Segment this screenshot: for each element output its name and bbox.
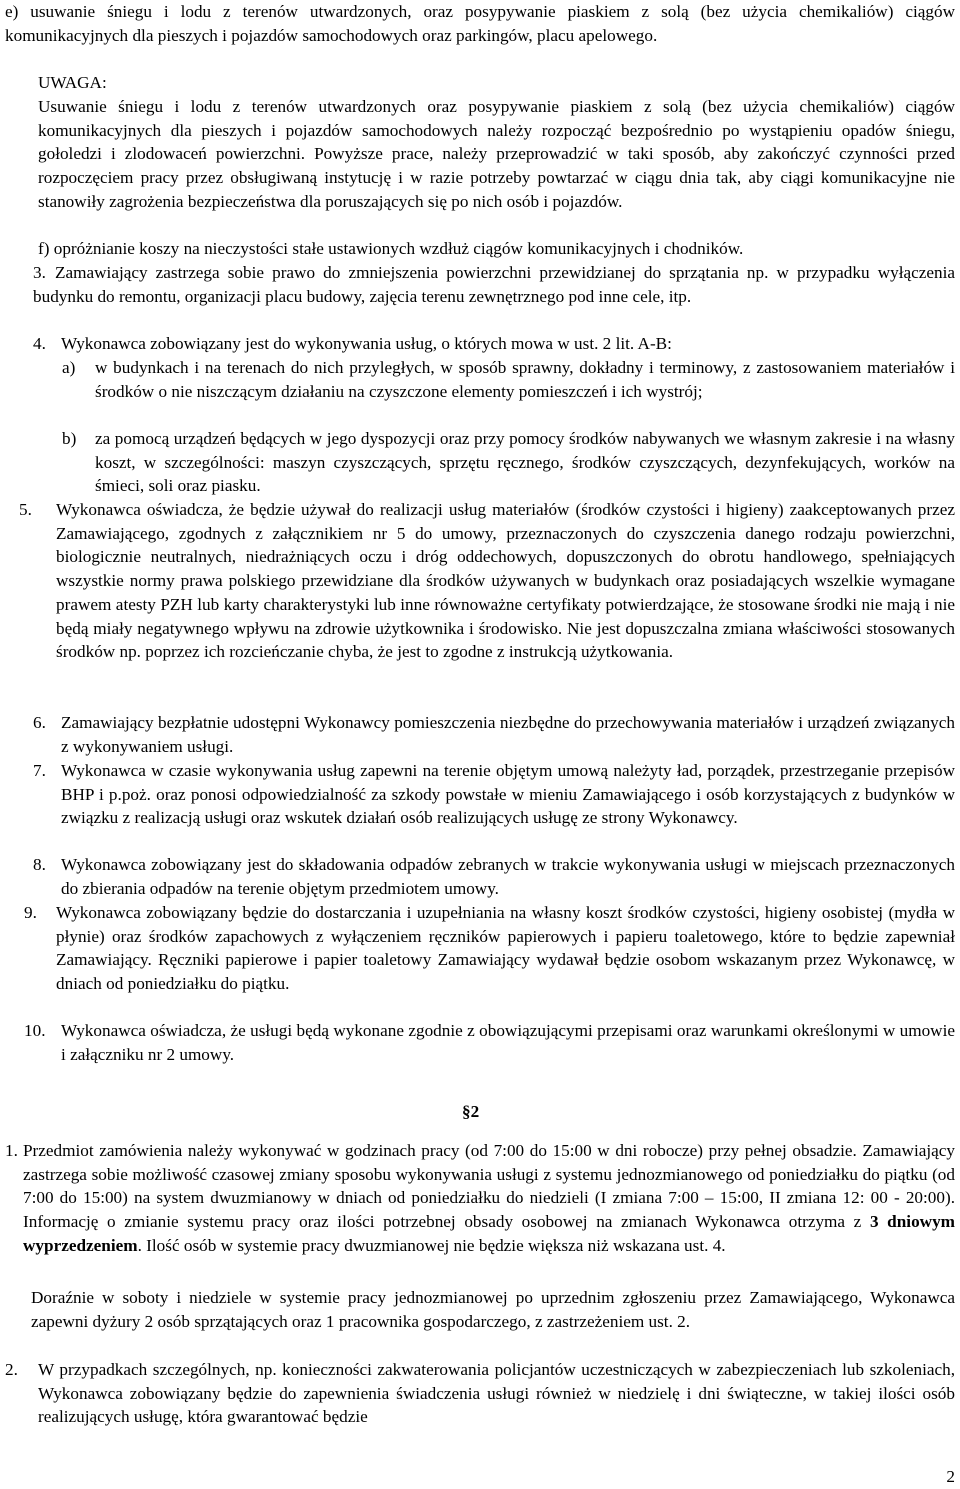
weekend-paragraph: Doraźnie w soboty i niedziele w systemie pracy jednozmianowej po uprzednim zgłoszeniu przez Zamawiającego, Wykonawca zapewni dyżury 2 osób sprzątających oraz 1 pracownika gospodarczego, z zastrzeżeniem ust. 2. (31, 1288, 955, 1331)
list-item-number: 9. (24, 903, 37, 922)
item-e: e) usuwanie śniegu i lodu z terenów utwardzonych, oraz posypywanie piaskiem z solą (bez użycia chemikaliów) ciągów komunikacyjnych dla pieszych i pojazdów samochodowych oraz parkingów, placu apelowego. (5, 2, 955, 45)
list-item-text: Wykonawca oświadcza, że będzie używał do realizacji usług materiałów (środków czystości i higieny) zaakceptowanych przez Zamawiającego, zgodnych z załącznikiem nr 5 do umowy, przeznaczonych do czyszczenia danego rodzaju powierzchni, biologicznie neutralnych, niedrażniących oczu i dróg oddechowych, dopuszczonych do obrotu handlowego, spełniających wszystkie normy prawa polskiego przewidziane dla środków używanych w budynkach oraz posiadających wszelkie wymagane prawem atesty PZH lub karty charakterystyki lub inne równoważne certyfikaty potwierdzające, że stosowane środki nie mają i nie będą miały negatywnego wpływu na zdrowie użytkownika i środowisko. Nie jest dopuszczalna zmiana właściwości stosowanych środków np. poprzez ich rozcieńczanie chyba, że jest to zgodne z instrukcją użytkowania. (56, 500, 955, 662)
uwaga-text: Usuwanie śniegu i lodu z terenów utwardzonych oraz posypywanie piaskiem z solą (bez użycia chemikaliów) ciągów komunikacyjnych dla pieszych i pojazdów samochodowych należy rozpocząć bezpośrednio po wystąpieniu opadów śniegu, gołoledzi i zlodowaceń powierzchni. Powyższe prace, należy przeprowadzić w taki sposób, aby zakończyć czynności przed rozpoczęciem pracy przez obsługiwaną instytucję i w razie potrzeby powtarzać w ciągu dnia tak, aby ciągi komunikacyjne nie stanowiły zagrożenia bezpieczeństwa dla poruszających się po nich osób i pojazdów. (38, 97, 955, 211)
list-item-text-part: . Ilość osób w systemie pracy dwuzmianowej nie będzie większa niż wskazana ust. 4. (137, 1235, 726, 1255)
uwaga-label: UWAGA: (38, 73, 107, 92)
list-item-text: Zamawiający zastrzega sobie prawo do zmniejszenia powierzchni przewidzianej do sprzątania np. w przypadku wyłączenia budynku do remontu, organizacji placu budowy, zajęcia terenu zewnętrznego pod inne cele, itp. (33, 263, 955, 306)
list-item (5, 1358, 955, 1429)
list-item-number: 7. (33, 761, 46, 780)
list-item (24, 1019, 955, 1066)
list-item-text: Zamawiający bezpłatnie udostępni Wykonawcy pomieszczenia niezbędne do przechowywania materiałów i urządzeń związanych z wykonywaniem usługi. (61, 713, 955, 756)
item-f: f) opróżnianie koszy na nieczystości stałe ustawionych wzdłuż ciągów komunikacyjnych i chodników. (38, 239, 744, 258)
list-item-text: Wykonawca zobowiązany jest do składowania odpadów zebranych w trakcie wykonywania usługi w miejscach przeznaczonych do zbierania odpadów na terenie objętym przedmiotem umowy. (61, 855, 955, 898)
list-item-number: 6. (33, 713, 46, 732)
list-item (5, 1139, 955, 1258)
list-item-number: 3. (33, 263, 46, 282)
page-number: 2 (946, 1467, 955, 1486)
list-item-number: 10. (24, 1021, 46, 1040)
list-item-number: 1. (5, 1141, 18, 1160)
list-item (24, 901, 955, 996)
sub-list-item (62, 427, 955, 498)
sub-list-item-text: w budynkach i na terenach do nich przyległych, w sposób sprawny, dokładny i terminowy, z zastosowaniem materiałów i środków o nie niszczącym działaniu na czyszczone elementy pomieszczeń i ich wystrój; (95, 358, 955, 401)
sub-list-item-letter: a) (62, 358, 76, 377)
list-item-text: Wykonawca zobowiązany będzie do dostarczania i uzupełniania na własny koszt środków czystości, higieny osobistej (mydła w płynie) oraz środków zapachowych z wyłączeniem ręczników papierowych i papieru toaletowego, które to będzie zapewniał Zamawiający. Ręczniki papierowe i papier toaletowy Zamawiający wydawał będzie osobom wskazanym przez Wykonawcę, w dniach od poniedziałku do piątku. (56, 903, 955, 994)
list-item-text: Wykonawca zobowiązany jest do wykonywania usług, o których mowa w ust. 2 lit. A-B: (61, 334, 672, 353)
list-item-number: 4. (33, 334, 46, 353)
list-item (33, 332, 955, 356)
section-heading: §2 (462, 1102, 480, 1121)
list-item-text-part: Przedmiot zamówienia należy wykonywać w godzinach pracy (od 7:00 do 15:00 w dni robocze) przy pełnej obsadzie. Zamawiający zastrzega sobie możliwość czasowej zmiany sposobu wykonywania usługi z systemu jednozmianowego od poniedziałku do piątku (od 7:00 do 15:00) na system dwuzmianowy w dniach od poniedziałku do niedzieli (I zmiana 7:00 – 15:00, II zmiana 12: 00 - 20:00). Informację o zmianie systemu pracy oraz ilości potrzebnej obsady osobowej na zmianach Wykonawca otrzyma z (23, 1141, 955, 1232)
list-item (33, 759, 955, 830)
list-item (33, 711, 955, 758)
sub-list-item (62, 356, 955, 403)
list-item-text: Wykonawca w czasie wykonywania usług zapewni na terenie objętym umową należyty ład, porządek, przestrzeganie przepisów BHP i p.poż. oraz ponosi odpowiedzialność za szkody powstałe w mieniu Zamawiającego i osób korzystających z budynków w związku z realizacją usługi oraz wskutek działań osób realizujących usługę ze strony Wykonawcy. (61, 761, 955, 828)
list-item-text (5, 1139, 955, 1258)
list-item-number: 5. (19, 500, 32, 519)
bold-emphasis: 3 dniowym wyprzedzeniem (23, 1212, 955, 1255)
list-item-text: Wykonawca oświadcza, że usługi będą wykonane zgodnie z obowiązującymi przepisami oraz warunkami określonymi w umowie i załączniku nr 2 umowy. (61, 1021, 955, 1064)
list-item-text: W przypadkach szczególnych, np. konieczności zakwaterowania policjantów uczestniczących w zabezpieczeniach lub szkoleniach, Wykonawca zobowiązany będzie do zapewnienia świadczenia usługi również w niedzielę i dni świąteczne, w takiej ilości osób realizujących usługę, która gwarantować będzie (38, 1360, 955, 1427)
list-item-number: 8. (33, 855, 46, 874)
list-item (33, 261, 955, 308)
list-item-number: 2. (5, 1360, 18, 1379)
sub-list-item-text: za pomocą urządzeń będących w jego dyspozycji oraz przy pomocy środków nabywanych we własnym zakresie i na własny koszt, w szczególności: maszyn czyszczących, sprzętu ręcznego, środków czyszczących, dezynfekujących, worków na śmieci, soli oraz piasku. (95, 429, 955, 496)
sub-list-item-letter: b) (62, 429, 77, 448)
list-item (33, 853, 955, 900)
list-item (19, 498, 955, 664)
